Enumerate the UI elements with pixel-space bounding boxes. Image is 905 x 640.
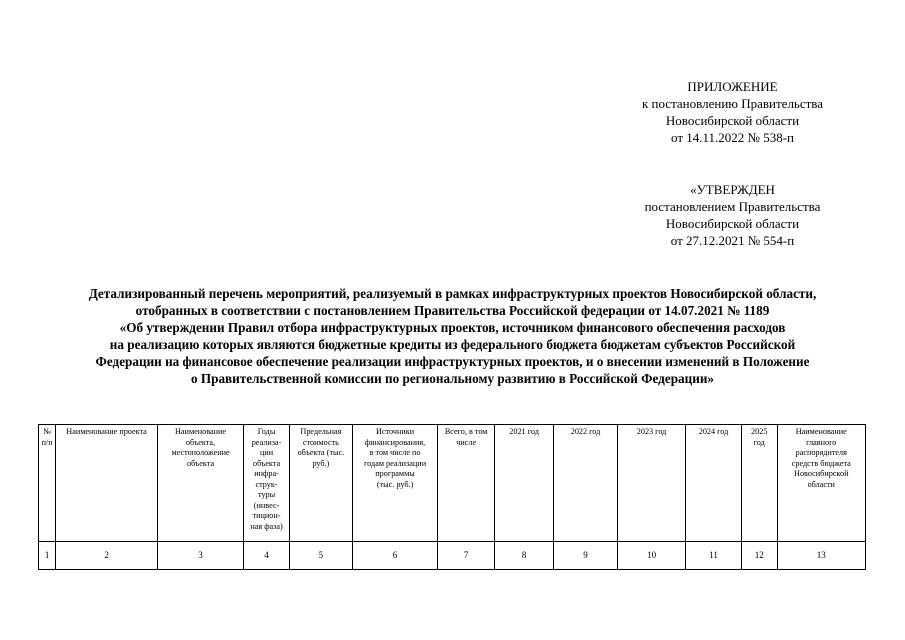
column-header	[289, 425, 352, 542]
approval-line: от 27.12.2021 № 554-п	[670, 233, 795, 248]
column-header-line: 2021 год	[509, 427, 539, 436]
column-number-cell: 11	[686, 542, 742, 570]
column-header-line: распорядителя	[795, 448, 847, 457]
column-header-line: (тыс. руб.)	[376, 479, 414, 489]
column-header-line: Годы	[257, 427, 276, 436]
column-header-line: Наименование проекта	[66, 427, 147, 436]
column-header	[554, 425, 618, 542]
column-header-line: 2022 год	[570, 427, 601, 436]
appendix-line: ПРИЛОЖЕНИЕ	[687, 79, 778, 94]
column-number-cell: 2	[56, 542, 158, 570]
appendix-header	[600, 78, 865, 146]
column-number-cell: 13	[777, 542, 865, 570]
title-line: отобранных в соответствии с постановлением Правительства Российской федерации от 14.07.2021 № 1189	[135, 303, 770, 318]
column-number-cell: 4	[244, 542, 290, 570]
column-header-line: Новосибирской	[794, 469, 849, 478]
column-number-cell: 6	[352, 542, 437, 570]
column-header-line: Всего, в том	[444, 427, 488, 436]
appendix-line: от 14.11.2022 № 538-п	[671, 130, 794, 145]
column-header-line: местоположение	[171, 448, 230, 457]
column-header-line: №	[43, 427, 52, 436]
column-header-line: туры	[257, 490, 276, 499]
column-header-line: тицион-	[252, 511, 281, 520]
measures-table	[38, 424, 866, 570]
appendix-line: к постановлению Правительства	[641, 96, 824, 111]
column-header-line: финансирования,	[364, 437, 426, 447]
column-number-cell: 9	[554, 542, 618, 570]
table-header-row	[39, 425, 866, 542]
column-header-line: 2025	[751, 427, 768, 436]
column-header-line: объекта,	[185, 437, 216, 447]
column-header-line: стоимость	[302, 437, 339, 447]
column-header	[438, 425, 495, 542]
column-header-line: Наименование	[175, 427, 227, 436]
column-number-cell: 8	[495, 542, 554, 570]
approval-line: «УТВЕРЖДЕН	[690, 182, 775, 197]
column-header	[495, 425, 554, 542]
column-header-line: годам реализации	[364, 458, 427, 468]
appendix-line: Новосибирской области	[665, 113, 800, 128]
column-header-line: (инвес-	[253, 500, 280, 510]
approval-line: Новосибирской области	[665, 216, 800, 231]
column-header-line: Наименование	[795, 427, 847, 436]
column-header-line: инфра-	[254, 469, 279, 478]
column-header-line: объекта	[253, 458, 281, 468]
column-header-line: руб.)	[312, 458, 330, 468]
column-header	[686, 425, 742, 542]
column-header-line: год	[753, 437, 765, 447]
column-number-cell: 10	[618, 542, 686, 570]
title-line: «Об утверждении Правил отбора инфраструктурных проектов, источником финансового обеспечения расходов	[119, 320, 786, 335]
column-number-row	[39, 542, 866, 570]
column-header-line: реализа-	[251, 437, 282, 447]
column-number-cell: 3	[157, 542, 243, 570]
column-header	[39, 425, 56, 542]
column-header	[618, 425, 686, 542]
column-header-line: программы	[375, 469, 415, 478]
column-header-line: 2023 год	[636, 427, 667, 436]
column-header-line: средств бюджета	[791, 458, 851, 468]
column-number-cell: 12	[741, 542, 777, 570]
column-header-line: объекта	[186, 458, 215, 468]
approval-line: постановлением Правительства	[644, 199, 821, 214]
document-title	[20, 285, 885, 387]
column-header-line: объекта (тыс.	[297, 448, 345, 457]
column-header-line: Предельная	[300, 427, 342, 436]
column-header-line: ная фаза)	[250, 521, 283, 531]
column-header	[244, 425, 290, 542]
column-header	[741, 425, 777, 542]
column-header-line: струк-	[255, 479, 278, 489]
column-number-cell: 5	[289, 542, 352, 570]
column-header-line: области	[807, 479, 835, 489]
title-line: о Правительственной комиссии по региональному развитию в Российской Федерации»	[190, 371, 715, 386]
title-line: Детализированный перечень мероприятий, реализуемый в рамках инфраструктурных проектов Новосибирской области,	[88, 286, 817, 301]
column-header-line: главного	[806, 437, 837, 447]
column-header	[777, 425, 865, 542]
column-header	[56, 425, 158, 542]
title-line: Федерации на финансовое обеспечение реализации инфраструктурных проектов, и о внесении изменений в Положение	[95, 354, 810, 369]
column-header-line: в том числе по	[369, 448, 421, 457]
column-header	[157, 425, 243, 542]
column-header-line: Источники	[375, 427, 415, 436]
column-number-cell: 7	[438, 542, 495, 570]
column-header	[352, 425, 437, 542]
title-line: на реализацию которых являются бюджетные кредиты из федерального бюджета бюджетам субъектов Российской	[109, 337, 796, 352]
column-header-line: п/п	[41, 437, 53, 447]
column-number-cell: 1	[39, 542, 56, 570]
column-header-line: ции	[259, 448, 274, 457]
approval-stamp	[600, 181, 865, 249]
column-header-line: числе	[456, 437, 477, 447]
column-header-line: 2024 год	[698, 427, 729, 436]
